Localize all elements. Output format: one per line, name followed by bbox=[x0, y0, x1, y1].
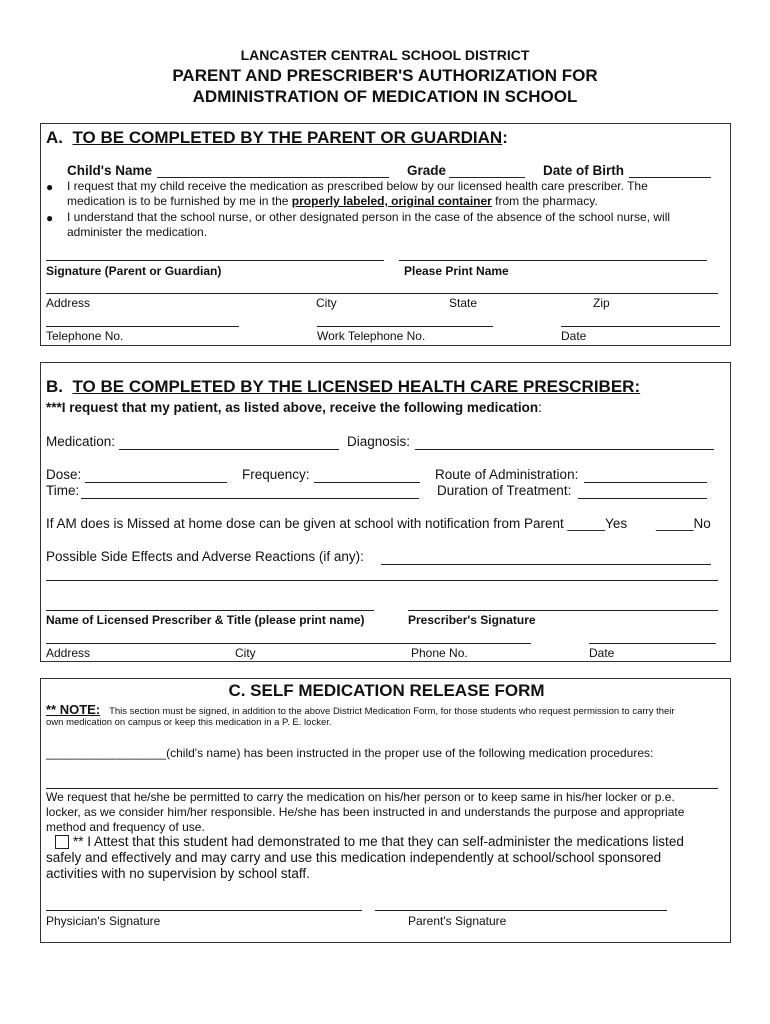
address-label: Address bbox=[46, 296, 91, 310]
medication-label: Medication: bbox=[46, 434, 116, 449]
side-effects-label: Possible Side Effects and Adverse Reactions (if any): bbox=[46, 549, 364, 564]
section-a-title: A. TO BE COMPLETED BY THE PARENT OR GUARDIAN: bbox=[46, 128, 508, 147]
section-b-title: B. TO BE COMPLETED BY THE LICENSED HEALTH CARE PRESCRIBER: bbox=[46, 377, 641, 396]
note-line-1: ** NOTE: This section must be signed, in addition to the above District Medication Form, for those students who request permission to carry their bbox=[46, 702, 675, 717]
work-telephone-field[interactable] bbox=[317, 326, 493, 327]
medication-field[interactable] bbox=[119, 449, 339, 450]
attest-checkbox[interactable] bbox=[55, 835, 69, 849]
print-name-label: Please Print Name bbox=[404, 264, 509, 278]
prescriber-date-label: Date bbox=[589, 646, 615, 660]
prescriber-phone-label: Phone No. bbox=[411, 646, 468, 660]
physician-signature-field[interactable] bbox=[46, 910, 362, 911]
prescriber-date-field[interactable] bbox=[589, 643, 716, 644]
diagnosis-field[interactable] bbox=[415, 449, 714, 450]
parent-signature-label-c: Parent's Signature bbox=[408, 914, 507, 928]
time-field[interactable] bbox=[81, 498, 419, 499]
prescriber-address-field[interactable] bbox=[46, 643, 531, 644]
bullet-dot: ● bbox=[46, 180, 54, 194]
city-label: City bbox=[316, 296, 337, 310]
district-name: LANCASTER CENTRAL SCHOOL DISTRICT bbox=[240, 47, 530, 63]
prescriber-name-label: Name of Licensed Prescriber & Title (please print name) bbox=[46, 613, 365, 627]
physician-signature-label: Physician's Signature bbox=[46, 914, 161, 928]
section-c-title: C. SELF MEDICATION RELEASE FORM bbox=[228, 681, 545, 700]
print-name-field[interactable] bbox=[399, 260, 707, 261]
date-label: Date bbox=[561, 329, 587, 343]
frequency-label: Frequency: bbox=[242, 467, 310, 482]
parent-signature-field-c[interactable] bbox=[375, 910, 667, 911]
telephone-field[interactable] bbox=[46, 326, 239, 327]
time-label: Time: bbox=[46, 483, 80, 498]
form-title-line2: ADMINISTRATION OF MEDICATION IN SCHOOL bbox=[192, 87, 578, 106]
dose-field[interactable] bbox=[85, 482, 227, 483]
dob-label: Date of Birth bbox=[543, 163, 624, 178]
section-c-box bbox=[40, 678, 731, 943]
request-line-2: locker, as we consider him/her responsible. He/she has been instructed in and understands the purpose and appropriate bbox=[46, 805, 685, 819]
duration-label: Duration of Treatment: bbox=[437, 483, 572, 498]
attest-line-2: safely and effectively and may carry and use this medication independently at school/school sponsored bbox=[46, 850, 662, 865]
request-line-3: method and frequency of use. bbox=[46, 820, 205, 834]
note-line-2: own medication on campus or keep this medication in a P. E. locker. bbox=[46, 717, 332, 728]
frequency-field[interactable] bbox=[314, 482, 420, 483]
duration-field[interactable] bbox=[578, 498, 707, 499]
diagnosis-label: Diagnosis: bbox=[347, 434, 411, 449]
grade-label: Grade bbox=[407, 163, 447, 178]
am-missed-text: If AM does is Missed at home dose can be given at school with notification from Parent _____Yes bbox=[46, 516, 628, 531]
section-b-box bbox=[40, 362, 731, 662]
no-option[interactable]: _____No bbox=[656, 516, 711, 531]
request-line-1: We request that he/she be permitted to carry the medication on his/her person or to keep same in his/her locker or p.e. bbox=[46, 790, 675, 804]
date-field[interactable] bbox=[561, 326, 720, 327]
form-title-line1: PARENT AND PRESCRIBER'S AUTHORIZATION FOR bbox=[172, 66, 598, 85]
side-effects-field-2[interactable] bbox=[46, 580, 718, 581]
address-field[interactable] bbox=[46, 293, 718, 294]
route-label: Route of Administration: bbox=[435, 467, 579, 482]
childs-name-label: Child's Name bbox=[67, 163, 152, 178]
section-a-box bbox=[40, 123, 731, 346]
parent-signature-label: Signature (Parent or Guardian) bbox=[46, 264, 222, 278]
bullet-request-text: I request that my child receive the medication as prescribed below by our licensed health care prescriber. The medication is to be furnished by me in the properly labeled, original container from the pharmacy. bbox=[67, 179, 648, 208]
prescriber-address-label: Address bbox=[46, 646, 91, 660]
state-label: State bbox=[449, 296, 478, 310]
medication-procedures-field[interactable] bbox=[46, 788, 718, 789]
route-field[interactable] bbox=[584, 482, 707, 483]
prescriber-city-label: City bbox=[235, 646, 256, 660]
prescriber-signature-label: Prescriber's Signature bbox=[408, 613, 536, 627]
attest-line-3: activities with no supervision by school staff. bbox=[46, 866, 310, 881]
instructed-text: __________________(child's name) has been instructed in the proper use of the following medication procedures: bbox=[46, 746, 654, 760]
zip-label: Zip bbox=[593, 296, 610, 310]
prescriber-signature-field[interactable] bbox=[408, 610, 718, 611]
attest-line-1: ** I Attest that this student had demonstrated to me that they can self-administer the medications listed bbox=[73, 834, 684, 849]
prescriber-name-field[interactable] bbox=[46, 610, 374, 611]
side-effects-field[interactable] bbox=[381, 564, 711, 565]
childs-name-field[interactable] bbox=[157, 177, 389, 178]
grade-field[interactable] bbox=[449, 177, 525, 178]
parent-signature-field[interactable] bbox=[46, 260, 384, 261]
telephone-label: Telephone No. bbox=[46, 329, 124, 343]
medication-request: ***I request that my patient, as listed above, receive the following medication: bbox=[46, 400, 542, 415]
work-telephone-label: Work Telephone No. bbox=[317, 329, 426, 343]
bullet-understand-text: I understand that the school nurse, or other designated person in the case of the absence of the school nurse, will administer the medication. bbox=[67, 210, 671, 239]
dose-label: Dose: bbox=[46, 467, 82, 482]
dob-field[interactable] bbox=[629, 177, 711, 178]
bullet-dot: ● bbox=[46, 211, 54, 225]
